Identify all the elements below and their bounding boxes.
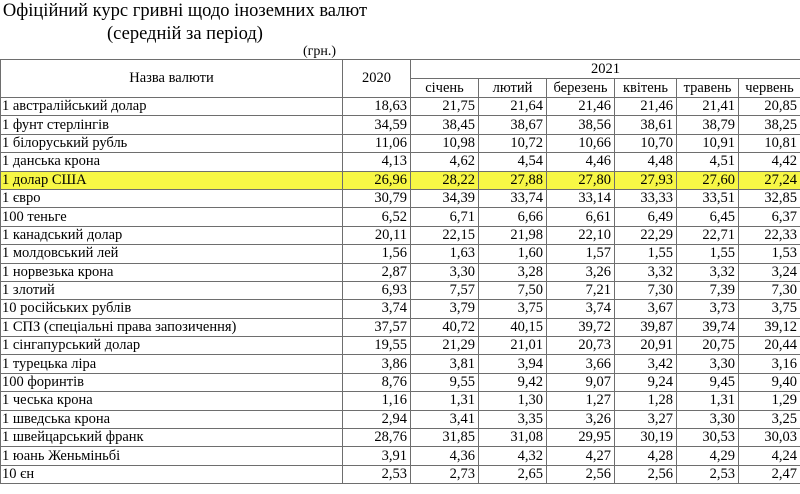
table-row xyxy=(1,465,800,483)
rate-month-cell: 38,25 xyxy=(739,116,800,134)
rate-2020-cell: 2,94 xyxy=(343,410,411,428)
rate-2020-cell: 2,53 xyxy=(343,465,411,483)
rate-month-cell: 30,19 xyxy=(615,429,677,447)
rate-month-cell: 21,41 xyxy=(677,98,739,116)
rate-month-cell: 20,73 xyxy=(547,337,615,355)
rate-month-cell: 4,51 xyxy=(677,153,739,171)
rate-2020-cell: 28,76 xyxy=(343,429,411,447)
rate-month-cell: 9,24 xyxy=(615,373,677,391)
rate-month-cell: 6,71 xyxy=(411,208,479,226)
rate-month-cell: 7,30 xyxy=(739,281,800,299)
rate-month-cell: 4,28 xyxy=(615,447,677,465)
rate-2020-cell: 4,13 xyxy=(343,153,411,171)
page-title xyxy=(0,0,370,46)
rate-month-cell: 20,85 xyxy=(739,98,800,116)
rate-month-cell: 22,10 xyxy=(547,226,615,244)
rate-month-cell: 7,21 xyxy=(547,281,615,299)
rate-2020-cell: 1,56 xyxy=(343,245,411,263)
rate-month-cell: 40,72 xyxy=(411,318,479,336)
currency-name-cell: 1 долар США xyxy=(1,171,343,189)
table-row xyxy=(1,300,800,318)
rate-month-cell: 21,98 xyxy=(479,226,547,244)
header-month: червень xyxy=(739,79,800,98)
rate-month-cell: 27,60 xyxy=(677,171,739,189)
rate-month-cell: 38,56 xyxy=(547,116,615,134)
table-body xyxy=(1,98,800,484)
table-row xyxy=(1,263,800,281)
rate-month-cell: 3,27 xyxy=(615,410,677,428)
rate-month-cell: 30,53 xyxy=(677,429,739,447)
header-month: березень xyxy=(547,79,615,98)
exchange-rate-table xyxy=(0,59,800,484)
rate-month-cell: 34,39 xyxy=(411,189,479,207)
rate-month-cell: 33,51 xyxy=(677,189,739,207)
header-currency-name: Назва валюти xyxy=(1,60,343,98)
table-row xyxy=(1,189,800,207)
rate-2020-cell: 34,59 xyxy=(343,116,411,134)
currency-name-cell: 1 євро xyxy=(1,189,343,207)
rate-2020-cell: 20,11 xyxy=(343,226,411,244)
header-year-2020: 2020 xyxy=(343,60,411,98)
rate-month-cell: 30,03 xyxy=(739,429,800,447)
currency-name-cell: 1 фунт стерлінгів xyxy=(1,116,343,134)
rate-month-cell: 10,91 xyxy=(677,134,739,152)
rate-month-cell: 1,55 xyxy=(677,245,739,263)
currency-name-cell: 100 теньге xyxy=(1,208,343,226)
rate-month-cell: 10,70 xyxy=(615,134,677,152)
rate-month-cell: 3,81 xyxy=(411,355,479,373)
rate-month-cell: 1,60 xyxy=(479,245,547,263)
rate-month-cell: 7,30 xyxy=(615,281,677,299)
header-month: травень xyxy=(677,79,739,98)
header-year-2021: 2021 xyxy=(411,60,800,79)
rate-month-cell: 21,46 xyxy=(547,98,615,116)
rate-month-cell: 1,29 xyxy=(739,392,800,410)
table-row xyxy=(1,226,800,244)
rate-2020-cell: 6,93 xyxy=(343,281,411,299)
rate-month-cell: 3,24 xyxy=(739,263,800,281)
rate-month-cell: 4,54 xyxy=(479,153,547,171)
rate-month-cell: 3,30 xyxy=(677,410,739,428)
unit-label: (грн.) xyxy=(303,44,337,59)
rate-month-cell: 2,56 xyxy=(547,465,615,483)
table-row xyxy=(1,116,800,134)
rate-month-cell: 10,98 xyxy=(411,134,479,152)
title-line-1: Офіційний курс гривні щодо іноземних валют xyxy=(2,1,368,21)
rate-month-cell: 9,45 xyxy=(677,373,739,391)
rate-month-cell: 7,39 xyxy=(677,281,739,299)
rate-month-cell: 1,31 xyxy=(677,392,739,410)
rate-2020-cell: 11,06 xyxy=(343,134,411,152)
rate-month-cell: 3,32 xyxy=(615,263,677,281)
rate-month-cell: 1,63 xyxy=(411,245,479,263)
rate-month-cell: 4,32 xyxy=(479,447,547,465)
rate-month-cell: 3,30 xyxy=(677,355,739,373)
rate-month-cell: 3,30 xyxy=(411,263,479,281)
currency-name-cell: 1 данська крона xyxy=(1,153,343,171)
rate-month-cell: 4,24 xyxy=(739,447,800,465)
table-row xyxy=(1,447,800,465)
rate-month-cell: 38,67 xyxy=(479,116,547,134)
title-line-2: (середній за період) xyxy=(107,24,263,44)
rate-month-cell: 20,44 xyxy=(739,337,800,355)
rate-month-cell: 1,57 xyxy=(547,245,615,263)
rate-month-cell: 32,85 xyxy=(739,189,800,207)
rate-2020-cell: 30,79 xyxy=(343,189,411,207)
currency-name-cell: 1 молдовський лей xyxy=(1,245,343,263)
rate-month-cell: 2,53 xyxy=(677,465,739,483)
currency-name-cell: 1 норвезька крона xyxy=(1,263,343,281)
rate-month-cell: 20,91 xyxy=(615,337,677,355)
rate-month-cell: 3,35 xyxy=(479,410,547,428)
table-row xyxy=(1,98,800,116)
rate-month-cell: 39,72 xyxy=(547,318,615,336)
currency-name-cell: 1 шведська крона xyxy=(1,410,343,428)
rate-month-cell: 27,24 xyxy=(739,171,800,189)
rate-month-cell: 39,87 xyxy=(615,318,677,336)
rate-2020-cell: 3,74 xyxy=(343,300,411,318)
rate-month-cell: 6,61 xyxy=(547,208,615,226)
rate-month-cell: 1,30 xyxy=(479,392,547,410)
rate-month-cell: 6,49 xyxy=(615,208,677,226)
currency-name-cell: 1 чеська крона xyxy=(1,392,343,410)
rate-month-cell: 33,33 xyxy=(615,189,677,207)
rate-month-cell: 6,45 xyxy=(677,208,739,226)
rate-month-cell: 27,88 xyxy=(479,171,547,189)
table-row xyxy=(1,410,800,428)
rate-month-cell: 4,29 xyxy=(677,447,739,465)
rate-2020-cell: 37,57 xyxy=(343,318,411,336)
rate-month-cell: 4,42 xyxy=(739,153,800,171)
rate-month-cell: 38,79 xyxy=(677,116,739,134)
rate-month-cell: 3,66 xyxy=(547,355,615,373)
currency-name-cell: 1 швейцарський франк xyxy=(1,429,343,447)
rate-month-cell: 2,65 xyxy=(479,465,547,483)
currency-name-cell: 10 єн xyxy=(1,465,343,483)
rate-month-cell: 10,81 xyxy=(739,134,800,152)
header-month: січень xyxy=(411,79,479,98)
rate-month-cell: 3,75 xyxy=(479,300,547,318)
rate-month-cell: 4,36 xyxy=(411,447,479,465)
currency-name-cell: 100 форинтів xyxy=(1,373,343,391)
rate-month-cell: 1,28 xyxy=(615,392,677,410)
currency-name-cell: 1 сінгапурський долар xyxy=(1,337,343,355)
rate-month-cell: 3,75 xyxy=(739,300,800,318)
rate-month-cell: 31,85 xyxy=(411,429,479,447)
rate-2020-cell: 18,63 xyxy=(343,98,411,116)
rate-2020-cell: 3,91 xyxy=(343,447,411,465)
header-month: лютий xyxy=(479,79,547,98)
rate-2020-cell: 8,76 xyxy=(343,373,411,391)
rate-month-cell: 39,12 xyxy=(739,318,800,336)
currency-name-cell: 1 СПЗ (спеціальні права запозичення) xyxy=(1,318,343,336)
rate-2020-cell: 2,87 xyxy=(343,263,411,281)
rate-month-cell: 1,31 xyxy=(411,392,479,410)
rate-month-cell: 39,74 xyxy=(677,318,739,336)
rate-month-cell: 3,42 xyxy=(615,355,677,373)
rate-month-cell: 22,71 xyxy=(677,226,739,244)
rate-month-cell: 33,14 xyxy=(547,189,615,207)
rate-month-cell: 21,75 xyxy=(411,98,479,116)
table-row xyxy=(1,281,800,299)
rate-month-cell: 33,74 xyxy=(479,189,547,207)
rate-month-cell: 4,48 xyxy=(615,153,677,171)
rate-month-cell: 22,15 xyxy=(411,226,479,244)
rate-month-cell: 9,42 xyxy=(479,373,547,391)
rate-month-cell: 27,80 xyxy=(547,171,615,189)
rate-month-cell: 3,67 xyxy=(615,300,677,318)
rate-month-cell: 3,26 xyxy=(547,410,615,428)
currency-name-cell: 1 турецька ліра xyxy=(1,355,343,373)
rate-month-cell: 4,46 xyxy=(547,153,615,171)
table-row xyxy=(1,134,800,152)
currency-name-cell: 1 юань Женьміньбі xyxy=(1,447,343,465)
table-row xyxy=(1,171,800,189)
rate-month-cell: 3,32 xyxy=(677,263,739,281)
table-row xyxy=(1,318,800,336)
rate-month-cell: 31,08 xyxy=(479,429,547,447)
rate-month-cell: 4,27 xyxy=(547,447,615,465)
rate-month-cell: 4,62 xyxy=(411,153,479,171)
rate-month-cell: 1,53 xyxy=(739,245,800,263)
table-row xyxy=(1,392,800,410)
rate-month-cell: 9,07 xyxy=(547,373,615,391)
rate-2020-cell: 3,86 xyxy=(343,355,411,373)
table-row xyxy=(1,245,800,263)
rate-month-cell: 3,25 xyxy=(739,410,800,428)
rate-month-cell: 2,47 xyxy=(739,465,800,483)
table-row xyxy=(1,429,800,447)
rate-month-cell: 2,56 xyxy=(615,465,677,483)
rate-month-cell: 1,27 xyxy=(547,392,615,410)
rate-month-cell: 21,29 xyxy=(411,337,479,355)
currency-name-cell: 1 злотий xyxy=(1,281,343,299)
currency-name-cell: 1 білоруський рубль xyxy=(1,134,343,152)
rate-month-cell: 38,61 xyxy=(615,116,677,134)
rate-month-cell: 28,22 xyxy=(411,171,479,189)
rate-month-cell: 27,93 xyxy=(615,171,677,189)
currency-name-cell: 1 канадський долар xyxy=(1,226,343,244)
rate-month-cell: 22,29 xyxy=(615,226,677,244)
rate-month-cell: 40,15 xyxy=(479,318,547,336)
rate-month-cell: 3,94 xyxy=(479,355,547,373)
rate-month-cell: 9,40 xyxy=(739,373,800,391)
rate-month-cell: 3,74 xyxy=(547,300,615,318)
table-row xyxy=(1,337,800,355)
rate-month-cell: 3,41 xyxy=(411,410,479,428)
rate-month-cell: 3,26 xyxy=(547,263,615,281)
rate-month-cell: 2,73 xyxy=(411,465,479,483)
rate-month-cell: 6,37 xyxy=(739,208,800,226)
currency-name-cell: 10 російських рублів xyxy=(1,300,343,318)
rate-month-cell: 38,45 xyxy=(411,116,479,134)
rate-month-cell: 29,95 xyxy=(547,429,615,447)
rate-month-cell: 10,66 xyxy=(547,134,615,152)
rate-month-cell: 20,75 xyxy=(677,337,739,355)
rate-month-cell: 3,79 xyxy=(411,300,479,318)
rate-month-cell: 21,01 xyxy=(479,337,547,355)
rate-month-cell: 3,73 xyxy=(677,300,739,318)
rate-month-cell: 1,55 xyxy=(615,245,677,263)
rate-month-cell: 21,64 xyxy=(479,98,547,116)
rate-2020-cell: 19,55 xyxy=(343,337,411,355)
rate-2020-cell: 1,16 xyxy=(343,392,411,410)
rate-month-cell: 7,57 xyxy=(411,281,479,299)
table-row xyxy=(1,355,800,373)
table-row xyxy=(1,153,800,171)
table-row xyxy=(1,208,800,226)
rate-month-cell: 9,55 xyxy=(411,373,479,391)
rate-month-cell: 22,33 xyxy=(739,226,800,244)
rate-month-cell: 3,16 xyxy=(739,355,800,373)
rate-2020-cell: 6,52 xyxy=(343,208,411,226)
rate-month-cell: 6,66 xyxy=(479,208,547,226)
table-row xyxy=(1,373,800,391)
currency-name-cell: 1 австралійський долар xyxy=(1,98,343,116)
rate-month-cell: 7,50 xyxy=(479,281,547,299)
rate-month-cell: 21,46 xyxy=(615,98,677,116)
header-month: квітень xyxy=(615,79,677,98)
rate-2020-cell: 26,96 xyxy=(343,171,411,189)
rate-month-cell: 3,28 xyxy=(479,263,547,281)
rate-month-cell: 10,72 xyxy=(479,134,547,152)
